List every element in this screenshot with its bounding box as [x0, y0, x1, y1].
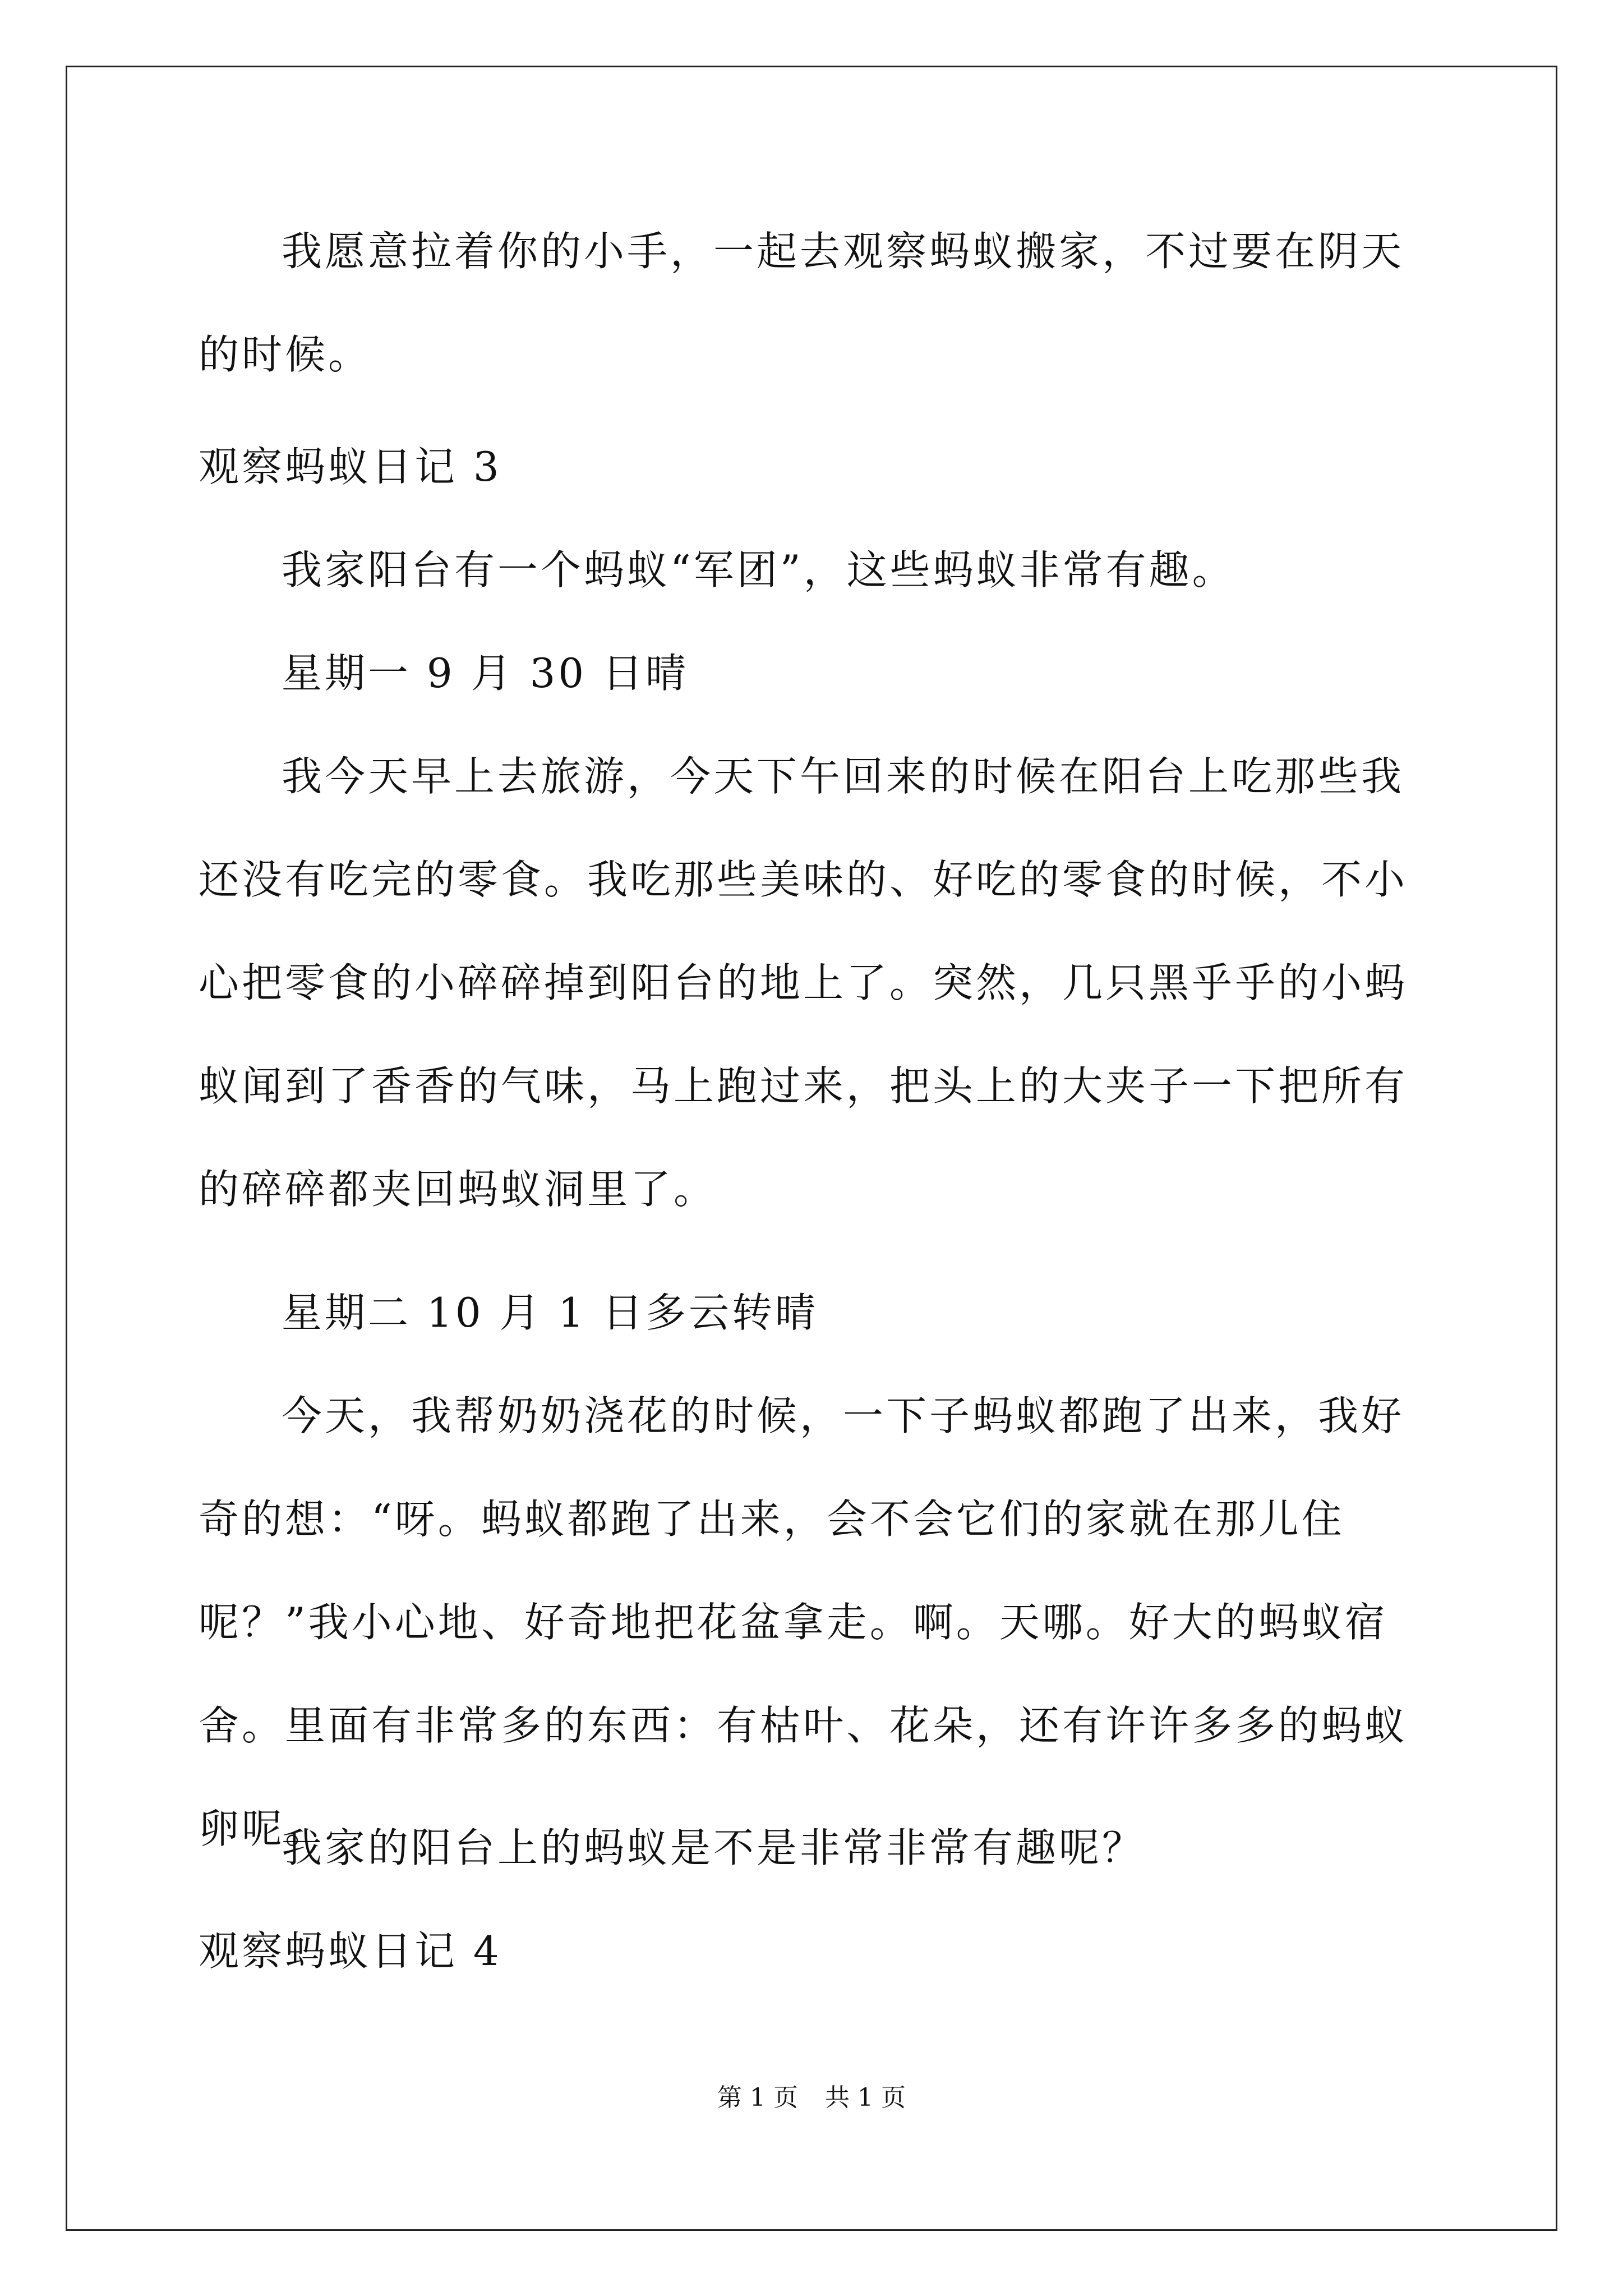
page-total: 共 1 页	[825, 2083, 906, 2112]
paragraph-date-monday: 星期一 9 月 30 日晴	[282, 650, 689, 697]
paragraph-balcony-army: 我家阳台有一个蚂蚁“军团”，这些蚂蚁非常有趣。	[282, 546, 1235, 593]
paragraph-intro: 我愿意拉着你的小手，一起去观察蚂蚁搬家，不过要在阴天的时候。	[199, 228, 1405, 378]
paragraph-conclusion: 我家的阳台上的蚂蚁是不是非常非常有趣呢？	[282, 1824, 1146, 1871]
page-number: 第 1 页	[717, 2083, 798, 2112]
page-footer	[0, 2081, 1623, 2115]
heading-diary-3: 观察蚂蚁日记 3	[199, 443, 502, 490]
paragraph-monday-entry: 我今天早上去旅游，今天下午回来的时候在阳台上吃那些我还没有吃完的零食。我吃那些美味的、好吃的零食的时候，不小心把零食的小碎碎掉到阳台的地上了。突然，几只黑乎乎的小蚂蚁闻到了香香的气味，马上跑过来，把头上的大夹子一下把所有的碎碎都夹回蚂蚁洞里了。	[199, 753, 1408, 1213]
paragraph-tuesday-entry: 今天，我帮奶奶浇花的时候，一下子蚂蚁都跑了出来，我好奇的想：“呀。蚂蚁都跑了出来，会不会它们的家就在那儿住呢？”我小心地、好奇地把花盆拿走。啊。天哪。好大的蚂蚁宿舍。里面有非常多的东西：有枯叶、花朵，还有许许多多的蚂蚁卵呢。	[199, 1392, 1408, 1852]
heading-diary-4: 观察蚂蚁日记 4	[199, 1927, 502, 1975]
paragraph-date-tuesday: 星期二 10 月 1 日多云转晴	[282, 1289, 818, 1336]
